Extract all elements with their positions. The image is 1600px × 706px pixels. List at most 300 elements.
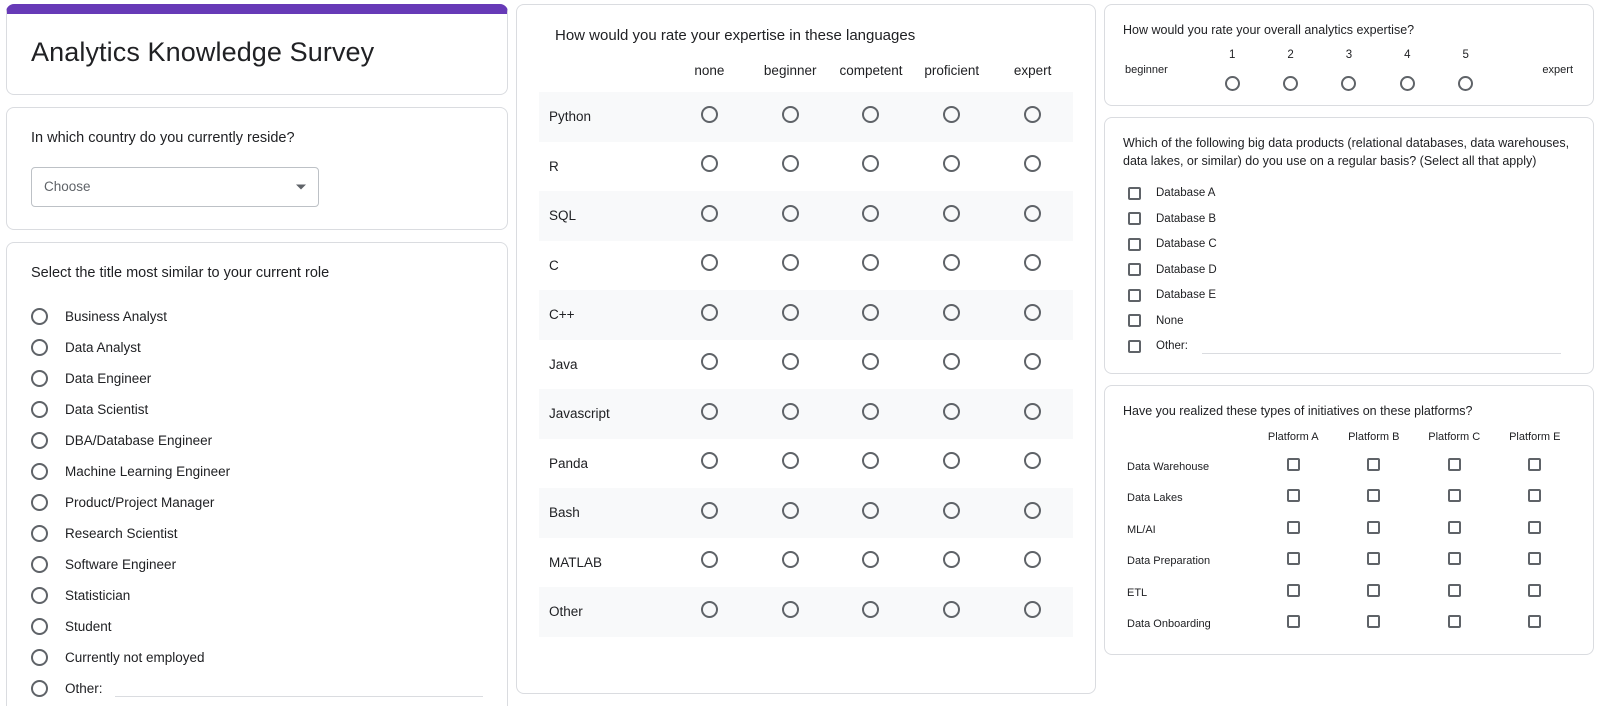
radio-icon[interactable]: [862, 403, 879, 420]
overall-scale-card: [1104, 4, 1594, 106]
radio-icon[interactable]: [1024, 155, 1041, 172]
cell-c-none[interactable]: [669, 241, 750, 291]
radio-icon[interactable]: [862, 502, 879, 519]
cell-data-preparation-platform-c[interactable]: [1414, 546, 1495, 578]
role-option-label: Data Engineer: [65, 370, 152, 386]
bigdata-option-database-c[interactable]: [1123, 231, 1575, 257]
column-header-platform-c: Platform C: [1428, 431, 1481, 443]
cell-ml-ai-platform-c[interactable]: [1414, 514, 1495, 546]
bigdata-other-input[interactable]: [1202, 353, 1561, 354]
row-label-java: Java: [549, 356, 578, 372]
country-dropdown[interactable]: [31, 167, 319, 207]
country-question-card: [6, 107, 508, 229]
checkbox-icon[interactable]: [1448, 489, 1461, 502]
checkbox-icon[interactable]: [1367, 521, 1380, 534]
radio-icon[interactable]: [943, 304, 960, 321]
scale-number: 1: [1228, 49, 1236, 62]
cell-matlab-beginner[interactable]: [750, 538, 831, 588]
cell-sql-proficient[interactable]: [911, 191, 992, 241]
grid-corner: [1123, 430, 1253, 451]
radio-icon[interactable]: [1024, 304, 1041, 321]
cell-bash-beginner[interactable]: [750, 488, 831, 538]
cell-other-beginner[interactable]: [750, 587, 831, 637]
checkbox-icon[interactable]: [1128, 263, 1141, 276]
cell-python-beginner[interactable]: [750, 92, 831, 142]
radio-icon[interactable]: [782, 452, 799, 469]
cell-matlab-proficient[interactable]: [911, 538, 992, 588]
radio-icon[interactable]: [1024, 502, 1041, 519]
bigdata-option-none[interactable]: [1123, 308, 1575, 334]
radio-icon[interactable]: [943, 353, 960, 370]
platform-grid-label: Have you realized these types of initiatives on these platforms?: [1123, 403, 1473, 418]
cell-panda-competent[interactable]: [831, 439, 912, 489]
table-row: [539, 290, 1073, 340]
radio-icon[interactable]: [943, 106, 960, 123]
cell-panda-beginner[interactable]: [750, 439, 831, 489]
row-label-panda: Panda: [549, 455, 589, 471]
column-header-platform-a: Platform A: [1267, 431, 1319, 443]
radio-icon[interactable]: [31, 463, 48, 480]
bigdata-option-database-b[interactable]: [1123, 206, 1575, 232]
row-label-ml-ai: ML/AI: [1127, 523, 1156, 536]
language-grid-table: [539, 62, 1073, 637]
cell-javascript-proficient[interactable]: [911, 389, 992, 439]
radio-icon[interactable]: [862, 353, 879, 370]
radio-icon[interactable]: [1024, 452, 1041, 469]
cell-java-competent[interactable]: [831, 340, 912, 390]
radio-icon[interactable]: [31, 308, 48, 325]
radio-icon[interactable]: [943, 155, 960, 172]
radio-icon[interactable]: [862, 254, 879, 271]
role-option-business-analyst[interactable]: [31, 301, 483, 332]
cell-etl-platform-c[interactable]: [1414, 577, 1495, 609]
bigdata-option-database-a[interactable]: [1123, 180, 1575, 206]
row-label-other: Other: [549, 604, 583, 620]
row-label-sql: SQL: [549, 208, 577, 224]
column-header-none: none: [694, 63, 725, 78]
overall-scale-label: How would you rate your overall analytics expertise?: [1123, 23, 1415, 37]
radio-icon[interactable]: [31, 525, 48, 542]
page-title: Analytics Knowledge Survey: [31, 37, 375, 67]
role-option-label: Statistician: [65, 587, 131, 603]
table-row: [1123, 577, 1575, 609]
radio-icon[interactable]: [701, 106, 718, 123]
cell-cpp-expert[interactable]: [992, 290, 1073, 340]
cell-etl-platform-b[interactable]: [1334, 577, 1415, 609]
table-row: [539, 191, 1073, 241]
role-option-research-scientist[interactable]: [31, 518, 483, 549]
checkbox-icon[interactable]: [1287, 552, 1300, 565]
checkbox-icon[interactable]: [1287, 489, 1300, 502]
table-row: [539, 587, 1073, 637]
checkbox-icon[interactable]: [1128, 289, 1141, 302]
scale-option-5[interactable]: [1458, 49, 1473, 91]
bigdata-option-label: Database D: [1156, 263, 1217, 276]
platform-grid-card: [1104, 385, 1594, 655]
cell-matlab-none[interactable]: [669, 538, 750, 588]
cell-cpp-proficient[interactable]: [911, 290, 992, 340]
radio-icon[interactable]: [701, 304, 718, 321]
scale-number: 5: [1462, 49, 1469, 62]
radio-icon[interactable]: [782, 106, 799, 123]
radio-icon[interactable]: [943, 601, 960, 618]
row-label-c: C: [549, 257, 559, 273]
cell-sql-beginner[interactable]: [750, 191, 831, 241]
table-row: [1123, 451, 1575, 483]
cell-panda-proficient[interactable]: [911, 439, 992, 489]
role-option-other[interactable]: [31, 673, 483, 704]
radio-icon[interactable]: [31, 370, 48, 387]
bigdata-option-label: Database C: [1156, 238, 1217, 251]
cell-data-lakes-platform-b[interactable]: [1334, 483, 1415, 515]
checkbox-icon[interactable]: [1528, 584, 1541, 597]
role-option-currently-not-employed[interactable]: [31, 642, 483, 673]
radio-icon[interactable]: [782, 155, 799, 172]
radio-icon[interactable]: [701, 502, 718, 519]
table-row: [539, 389, 1073, 439]
column-header-proficient: proficient: [924, 63, 980, 78]
cell-panda-expert[interactable]: [992, 439, 1073, 489]
cell-bash-proficient[interactable]: [911, 488, 992, 538]
radio-icon[interactable]: [782, 304, 799, 321]
row-label-r: R: [549, 158, 559, 174]
cell-ml-ai-platform-e[interactable]: [1495, 514, 1576, 546]
role-option-label: Product/Project Manager: [65, 494, 215, 510]
role-option-data-analyst[interactable]: [31, 332, 483, 363]
radio-icon[interactable]: [943, 452, 960, 469]
radio-icon[interactable]: [701, 353, 718, 370]
role-option-label: Data Analyst: [65, 339, 141, 355]
cell-data-onboarding-platform-e[interactable]: [1495, 609, 1576, 641]
cell-data-lakes-platform-e[interactable]: [1495, 483, 1576, 515]
checkbox-icon[interactable]: [1528, 521, 1541, 534]
checkbox-icon[interactable]: [1367, 615, 1380, 628]
radio-icon[interactable]: [31, 587, 48, 604]
radio-icon[interactable]: [782, 601, 799, 618]
cell-c-proficient[interactable]: [911, 241, 992, 291]
checkbox-icon[interactable]: [1367, 489, 1380, 502]
checkbox-icon[interactable]: [1367, 552, 1380, 565]
role-other-input[interactable]: [115, 696, 483, 697]
table-row: [539, 488, 1073, 538]
cell-python-proficient[interactable]: [911, 92, 992, 142]
radio-icon[interactable]: [862, 452, 879, 469]
cell-cpp-none[interactable]: [669, 290, 750, 340]
checkbox-icon[interactable]: [1528, 615, 1541, 628]
cell-javascript-expert[interactable]: [992, 389, 1073, 439]
cell-javascript-none[interactable]: [669, 389, 750, 439]
cell-data-warehouse-platform-b[interactable]: [1334, 451, 1415, 483]
language-grid-card: [516, 4, 1096, 694]
radio-icon[interactable]: [1225, 76, 1240, 91]
radio-icon[interactable]: [862, 601, 879, 618]
column-header-competent: competent: [839, 63, 903, 78]
scale-option-2[interactable]: [1283, 49, 1298, 91]
radio-icon[interactable]: [782, 403, 799, 420]
cell-c-competent[interactable]: [831, 241, 912, 291]
radio-icon[interactable]: [701, 452, 718, 469]
checkbox-icon[interactable]: [1448, 458, 1461, 471]
cell-ml-ai-platform-a[interactable]: [1253, 514, 1334, 546]
bigdata-question-label: Which of the following big data products (relational databases, data warehouses, data lakes, or similar) do you use on a regular basis? (Select all that apply): [1123, 136, 1570, 169]
radio-icon[interactable]: [1024, 254, 1041, 271]
row-label-data-preparation: Data Preparation: [1127, 555, 1211, 568]
role-option-label: DBA/Database Engineer: [65, 432, 213, 448]
radio-icon[interactable]: [701, 601, 718, 618]
country-dropdown-value: Choose: [44, 179, 91, 195]
radio-icon[interactable]: [31, 680, 48, 697]
cell-cpp-beginner[interactable]: [750, 290, 831, 340]
bigdata-option-database-e[interactable]: [1123, 282, 1575, 308]
radio-icon[interactable]: [701, 155, 718, 172]
checkbox-icon[interactable]: [1528, 489, 1541, 502]
checkbox-icon[interactable]: [1448, 615, 1461, 628]
role-option-machine-learning-engineer[interactable]: [31, 456, 483, 487]
cell-java-proficient[interactable]: [911, 340, 992, 390]
row-label-javascript: Javascript: [549, 406, 610, 422]
role-option-data-engineer[interactable]: [31, 363, 483, 394]
radio-icon[interactable]: [943, 502, 960, 519]
radio-icon[interactable]: [31, 401, 48, 418]
radio-icon[interactable]: [31, 618, 48, 635]
role-option-label: Software Engineer: [65, 556, 177, 572]
table-row: [539, 241, 1073, 291]
table-row: [539, 439, 1073, 489]
cell-c-expert[interactable]: [992, 241, 1073, 291]
role-option-software-engineer[interactable]: [31, 549, 483, 580]
role-option-data-scientist[interactable]: [31, 394, 483, 425]
role-option-other-label: Other:: [65, 680, 103, 696]
cell-data-onboarding-platform-a[interactable]: [1253, 609, 1334, 641]
radio-icon[interactable]: [1024, 205, 1041, 222]
radio-icon[interactable]: [1283, 76, 1298, 91]
checkbox-icon[interactable]: [1287, 615, 1300, 628]
scale-high-label: expert: [1542, 64, 1573, 77]
checkbox-icon[interactable]: [1128, 238, 1141, 251]
cell-java-none[interactable]: [669, 340, 750, 390]
radio-icon[interactable]: [862, 551, 879, 568]
bigdata-option-label: None: [1156, 314, 1184, 327]
row-label-cpp: C++: [549, 307, 575, 323]
column-header-expert: expert: [1013, 63, 1052, 78]
radio-icon[interactable]: [701, 254, 718, 271]
bigdata-option-label: Database B: [1156, 212, 1217, 225]
checkbox-icon[interactable]: [1287, 458, 1300, 471]
bigdata-option-other-label: Other:: [1156, 340, 1188, 353]
cell-sql-competent[interactable]: [831, 191, 912, 241]
scale-option-1[interactable]: [1225, 49, 1240, 91]
platform-grid-table: [1123, 430, 1575, 640]
radio-icon[interactable]: [31, 339, 48, 356]
bigdata-option-database-d[interactable]: [1123, 257, 1575, 283]
cell-r-competent[interactable]: [831, 142, 912, 192]
table-row: [1123, 514, 1575, 546]
country-question-label: In which country do you currently reside?: [31, 130, 295, 147]
cell-matlab-expert[interactable]: [992, 538, 1073, 588]
checkbox-icon[interactable]: [1128, 187, 1141, 200]
radio-icon[interactable]: [1024, 106, 1041, 123]
cell-r-beginner[interactable]: [750, 142, 831, 192]
role-question-label: Select the title most similar to your current role: [31, 264, 330, 281]
radio-icon[interactable]: [943, 551, 960, 568]
radio-icon[interactable]: [1024, 403, 1041, 420]
cell-other-proficient[interactable]: [911, 587, 992, 637]
radio-icon[interactable]: [862, 205, 879, 222]
bigdata-option-label: Database E: [1156, 289, 1217, 302]
checkbox-icon[interactable]: [1448, 521, 1461, 534]
role-option-label: Data Scientist: [65, 401, 149, 417]
role-option-label: Currently not employed: [65, 649, 205, 665]
cell-other-expert[interactable]: [992, 587, 1073, 637]
cell-other-none[interactable]: [669, 587, 750, 637]
checkbox-icon[interactable]: [1367, 458, 1380, 471]
left-column: [6, 4, 508, 706]
cell-python-none[interactable]: [669, 92, 750, 142]
table-row: [539, 538, 1073, 588]
radio-icon[interactable]: [701, 403, 718, 420]
bigdata-question-card: [1104, 117, 1594, 374]
cell-etl-platform-e[interactable]: [1495, 577, 1576, 609]
radio-icon[interactable]: [862, 304, 879, 321]
row-label-data-onboarding: Data Onboarding: [1127, 618, 1211, 631]
checkbox-icon[interactable]: [1528, 552, 1541, 565]
cell-data-onboarding-platform-c[interactable]: [1414, 609, 1495, 641]
checkbox-icon[interactable]: [1128, 314, 1141, 327]
radio-icon[interactable]: [782, 551, 799, 568]
table-row: [539, 92, 1073, 142]
checkbox-icon[interactable]: [1448, 584, 1461, 597]
cell-data-warehouse-platform-c[interactable]: [1414, 451, 1495, 483]
row-label-matlab: MATLAB: [549, 554, 603, 570]
cell-python-expert[interactable]: [992, 92, 1073, 142]
cell-java-beginner[interactable]: [750, 340, 831, 390]
cell-javascript-competent[interactable]: [831, 389, 912, 439]
radio-icon[interactable]: [943, 254, 960, 271]
cell-java-expert[interactable]: [992, 340, 1073, 390]
cell-data-warehouse-platform-e[interactable]: [1495, 451, 1576, 483]
role-option-dba-database-engineer[interactable]: [31, 425, 483, 456]
column-header-beginner: beginner: [763, 63, 817, 78]
table-row: [539, 142, 1073, 192]
scale-number: 4: [1404, 49, 1411, 62]
cell-ml-ai-platform-b[interactable]: [1334, 514, 1415, 546]
radio-icon[interactable]: [1024, 353, 1041, 370]
row-label-etl: ETL: [1127, 586, 1148, 599]
chevron-down-icon: [296, 184, 306, 189]
cell-javascript-beginner[interactable]: [750, 389, 831, 439]
scale-option-3[interactable]: [1341, 49, 1356, 91]
radio-icon[interactable]: [1458, 76, 1473, 91]
row-label-data-warehouse: Data Warehouse: [1127, 460, 1210, 473]
column-header-platform-e: Platform E: [1509, 431, 1561, 443]
bigdata-option-label: Database A: [1156, 187, 1216, 200]
cell-bash-none[interactable]: [669, 488, 750, 538]
cell-sql-none[interactable]: [669, 191, 750, 241]
cell-data-preparation-platform-e[interactable]: [1495, 546, 1576, 578]
radio-icon[interactable]: [31, 432, 48, 449]
role-option-student[interactable]: [31, 611, 483, 642]
cell-python-competent[interactable]: [831, 92, 912, 142]
cell-bash-competent[interactable]: [831, 488, 912, 538]
cell-etl-platform-a[interactable]: [1253, 577, 1334, 609]
checkbox-icon[interactable]: [1448, 552, 1461, 565]
radio-icon[interactable]: [943, 205, 960, 222]
radio-icon[interactable]: [31, 556, 48, 573]
radio-icon[interactable]: [782, 353, 799, 370]
scale-number: 2: [1287, 49, 1294, 62]
cell-r-none[interactable]: [669, 142, 750, 192]
table-row: [539, 340, 1073, 390]
cell-data-lakes-platform-c[interactable]: [1414, 483, 1495, 515]
cell-cpp-competent[interactable]: [831, 290, 912, 340]
radio-icon[interactable]: [31, 494, 48, 511]
role-option-label: Student: [65, 618, 112, 634]
column-header-platform-b: Platform B: [1348, 431, 1400, 443]
radio-icon[interactable]: [943, 403, 960, 420]
cell-data-preparation-platform-a[interactable]: [1253, 546, 1334, 578]
radio-icon[interactable]: [782, 502, 799, 519]
survey-title-card: [6, 4, 508, 95]
checkbox-icon[interactable]: [1367, 584, 1380, 597]
right-column: [1104, 4, 1594, 666]
role-option-label: Machine Learning Engineer: [65, 463, 231, 479]
role-option-product-project-manager[interactable]: [31, 487, 483, 518]
checkbox-icon[interactable]: [1128, 212, 1141, 225]
role-option-label: Business Analyst: [65, 308, 168, 324]
radio-icon[interactable]: [782, 205, 799, 222]
cell-panda-none[interactable]: [669, 439, 750, 489]
cell-matlab-competent[interactable]: [831, 538, 912, 588]
radio-icon[interactable]: [782, 254, 799, 271]
bigdata-option-other[interactable]: [1123, 333, 1575, 359]
checkbox-icon[interactable]: [1287, 584, 1300, 597]
checkbox-icon[interactable]: [1528, 458, 1541, 471]
cell-sql-expert[interactable]: [992, 191, 1073, 241]
radio-icon[interactable]: [862, 155, 879, 172]
row-label-python: Python: [549, 109, 592, 125]
cell-data-onboarding-platform-b[interactable]: [1334, 609, 1415, 641]
radio-icon[interactable]: [701, 205, 718, 222]
cell-other-competent[interactable]: [831, 587, 912, 637]
language-grid-label: How would you rate your expertise in these languages: [555, 27, 916, 44]
cell-r-expert[interactable]: [992, 142, 1073, 192]
cell-data-preparation-platform-b[interactable]: [1334, 546, 1415, 578]
radio-icon[interactable]: [1341, 76, 1356, 91]
cell-data-lakes-platform-a[interactable]: [1253, 483, 1334, 515]
radio-icon[interactable]: [31, 649, 48, 666]
cell-c-beginner[interactable]: [750, 241, 831, 291]
scale-number: 3: [1345, 49, 1353, 62]
table-row: [1123, 483, 1575, 515]
radio-icon[interactable]: [701, 551, 718, 568]
grid-corner: [539, 62, 669, 92]
role-option-statistician[interactable]: [31, 580, 483, 611]
cell-bash-expert[interactable]: [992, 488, 1073, 538]
table-header-row: [539, 62, 1073, 92]
overall-scale-row: [1123, 49, 1575, 91]
radio-icon[interactable]: [1024, 601, 1041, 618]
scale-option-4[interactable]: [1400, 49, 1415, 91]
cell-r-proficient[interactable]: [911, 142, 992, 192]
radio-icon[interactable]: [862, 106, 879, 123]
table-header-row: [1123, 430, 1575, 451]
role-option-label: Research Scientist: [65, 525, 178, 541]
checkbox-icon[interactable]: [1287, 521, 1300, 534]
radio-icon[interactable]: [1400, 76, 1415, 91]
radio-icon[interactable]: [1024, 551, 1041, 568]
cell-data-warehouse-platform-a[interactable]: [1253, 451, 1334, 483]
checkbox-icon[interactable]: [1128, 340, 1141, 353]
